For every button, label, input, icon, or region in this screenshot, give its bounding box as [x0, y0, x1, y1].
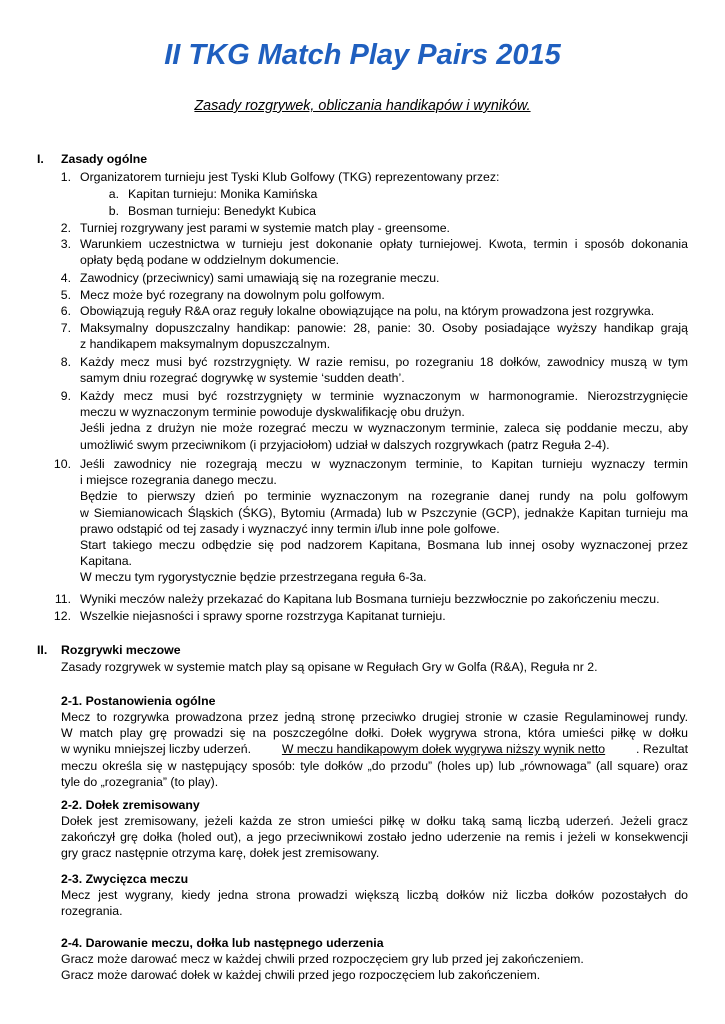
item-5-number: 5. — [60, 288, 71, 302]
item-6-number: 6. — [60, 304, 71, 318]
sub-item-a-number: a. — [108, 187, 119, 201]
item-3-number: 3. — [60, 237, 71, 251]
item-8-text: Każdy mecz musi być rozstrzygnięty. W razie remisu, po rozegraniu 18 dołków, zawodnicy muszą w tym samym dniu rozegrać dogrywkę w systemie ‘sudden death’. — [80, 355, 688, 386]
item-11-number: 11. — [54, 592, 71, 606]
rule-2-1-text: Mecz to rozgrywka prowadzona przez jedną stronę przeciwko drugiej stronie w czasie Regulaminowej rundy. W match play grę prowadzi się na poszczególne dołki. Dołek wygrywa strona, która umieści piłkę w dołku w wyniku mniejszej liczby uderzeń. W meczu handikapowym dołek wygrywa niższy wynik netto . Rezultat meczu określa się w następujący sposób: tyle dołków „do przodu” (holes up) lub „równowaga” (all square) oraz tyle do „rozegrania” (to play). — [61, 710, 688, 789]
rule-2-3-heading: 2-3. Zwycięzca meczu — [61, 872, 189, 886]
rule-2-4-heading: 2-4. Darowanie meczu, dołka lub następnego uderzenia — [61, 936, 384, 950]
rule-2-1-heading: 2-1. Postanowienia ogólne — [61, 694, 216, 708]
section-1-title: Zasady ogólne — [61, 152, 148, 166]
item-2-number: 2. — [60, 221, 71, 235]
item-9-number: 9. — [60, 389, 71, 403]
item-6-text: Obowiązują reguły R&A oraz reguły lokalne obowiązujące na polu, na którym prowadzona jest rozgrywka. — [80, 304, 655, 318]
sub-item-a-text: Kapitan turnieju: Monika Kamińska — [128, 187, 318, 201]
rule-2-2-text: Dołek jest zremisowany, jeżeli każda ze stron umieści piłkę w dołku taką samą liczbą uderzeń. Jeżeli gracz zakończył grę dołka (holed out), a jego przeciwnikowi zostało jedno uderzenie na remis i jeżeli w konsekwencji gry gracz następnie otrzyma karę, dołek jest zremisowany. — [61, 814, 688, 861]
item-8-number: 8. — [60, 355, 71, 369]
sub-item-b-number: b. — [108, 204, 119, 218]
item-11-text: Wyniki meczów należy przekazać do Kapitana lub Bosmana turnieju bezzwłocznie po zakończeniu meczu. — [80, 592, 660, 606]
sub-item-b-text: Bosman turnieju: Benedykt Kubica — [128, 204, 316, 218]
item-10-number: 10. — [53, 457, 71, 471]
item-12-number: 12. — [53, 609, 71, 623]
item-10-text: Jeśli zawodnicy nie rozegrają meczu w wyznaczonym terminie, to Kapitan turnieju wyznaczy termin i miejsce rozegrania danego meczu. Będzie to pierwszy dzień po terminie wyznaczonym na rozegranie danej rundy na polu golfowym w Siemianowicach Śląskich (ŚKG), Bytomiu (Armada) lub w Pszczynie (GCP), jednakże Kapitan turnieju ma prawo odstąpić od tej zasady i wyznaczyć inny termin i/lub inne pole golfowe. Start takiego meczu odbędzie się pod nadzorem Kapitana, Bosmana lub innej osoby wyznaczonej przez Kapitana. W meczu tym rygorystycznie będzie przestrzegana reguła 6-3a. — [80, 457, 688, 585]
rule-2-4-text: Gracz może darować mecz w każdej chwili przed rozpoczęciem gry lub przed jej zakończeniem. Gracz może darować dołek w każdej chwili przed jego rozpoczęciem lub zakończeniem. — [61, 952, 584, 983]
item-4-text: Zawodnicy (przeciwnicy) sami umawiają się na rozegranie meczu. — [80, 271, 440, 285]
section-2-title: Rozgrywki meczowe — [61, 643, 181, 657]
item-7-number: 7. — [60, 321, 71, 335]
document-subtitle: Zasady rozgrywek, obliczania handikapów i wyników. — [194, 98, 531, 114]
item-2-text: Turniej rozgrywany jest parami w systemie match play - greensome. — [80, 221, 450, 235]
item-9-text: Każdy mecz musi być rozstrzygnięty w terminie wyznaczonym w harmonogramie. Nierozstrzygnięcie meczu w wyznaczonym terminie powoduje dyskwalifikację obu drużyn. Jeśli jedna z drużyn nie może rozegrać meczu w wyznaczonym terminie, zaleca się poddanie meczu, aby umożliwić swym przeciwnikom (i przyjaciołom) udział w dalszych rozgrywkach (patrz Reguła 2-4). — [80, 389, 688, 452]
item-7-text: Maksymalny dopuszczalny handikap: panowie: 28, panie: 30. Osoby posiadające wyższy handikap grają z handikapem maksymalnym dopuszczalnym. — [80, 321, 688, 352]
item-12-text: Wszelkie niejasności i sprawy sporne rozstrzyga Kapitanat turnieju. — [80, 609, 446, 623]
item-4-number: 4. — [60, 271, 71, 285]
item-3-text: Warunkiem uczestnictwa w turnieju jest dokonanie opłaty turniejowej. Kwota, termin i sposób dokonania opłaty będą podane w oddzielnym dokumencie. — [80, 237, 688, 268]
section-1-number: I. — [37, 152, 44, 166]
document-title: II TKG Match Play Pairs 2015 — [164, 39, 561, 71]
item-1-text: Organizatorem turnieju jest Tyski Klub Golfowy (TKG) reprezentowany przez: — [80, 170, 500, 184]
section-2-intro: Zasady rozgrywek w systemie match play są opisane w Regułach Gry w Golfa (R&A), Reguła nr 2. — [61, 660, 598, 674]
rule-2-2-heading: 2-2. Dołek zremisowany — [61, 798, 200, 812]
handicap-rule-underlined: W meczu handikapowym dołek wygrywa niższy wynik netto — [281, 742, 606, 757]
section-2-number: II. — [37, 643, 48, 657]
item-1-number: 1. — [60, 170, 71, 184]
item-5-text: Mecz może być rozegrany na dowolnym polu golfowym. — [80, 288, 385, 302]
rule-2-3-text: Mecz jest wygrany, kiedy jedna strona prowadzi większą liczbą dołków niż liczba dołków pozostałych do rozegrania. — [61, 888, 688, 919]
